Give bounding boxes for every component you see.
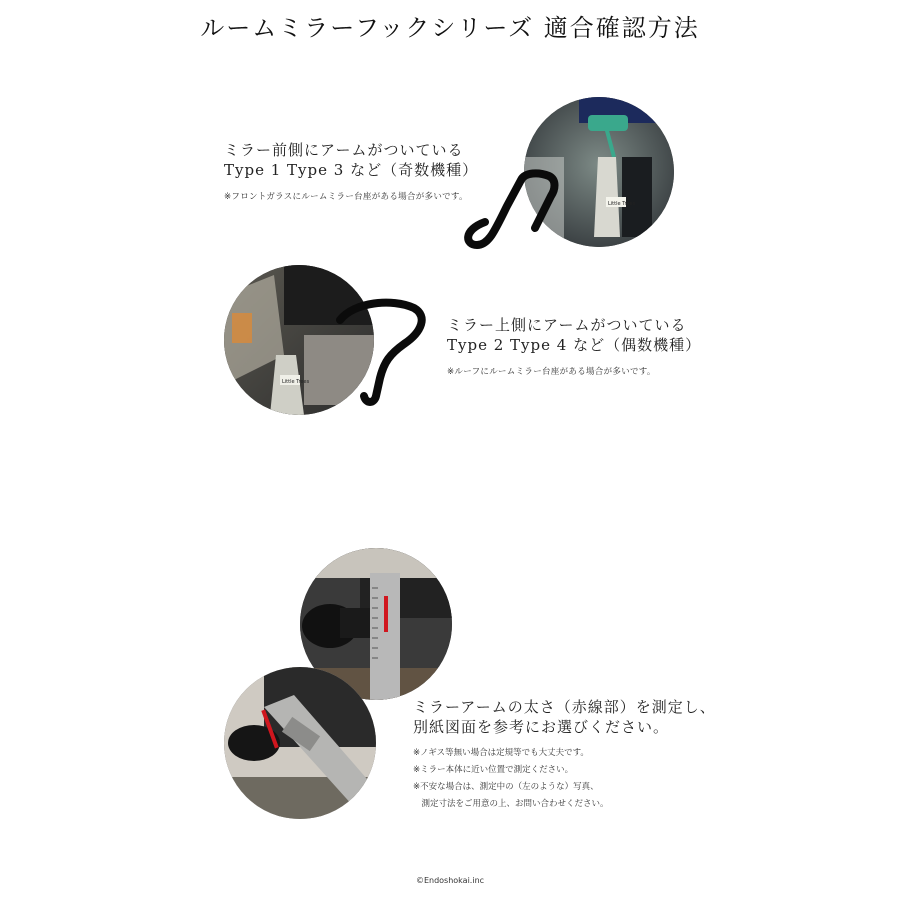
section3-line1: ミラーアームの太さ（赤線部）を測定し、 [413,698,716,716]
front-type-hook-icon [455,160,565,255]
section3-heading [413,697,716,737]
tag-text-2: Little Trees [282,379,310,385]
section2-line1: ミラー上側にアームがついている [447,316,687,334]
caliper-photo-2-illustration [224,667,376,819]
section3-note-3: ※不安な場合は、測定中の（左のような）写真、 [413,782,599,792]
section2-note: ※ルーフにルームミラー台座がある場合が多いです。 [447,367,656,377]
section2-heading [447,315,701,355]
section3-note-1: ※ノギス等無い場合は定規等でも大丈夫です。 [413,748,589,758]
page-title: ルームミラーフックシリーズ 適合確認方法 [200,14,700,42]
copyright: ©Endoshokai.inc [415,876,485,885]
section1-line1: ミラー前側にアームがついている [224,141,464,159]
section3-line2: 別紙図面を参考にお選びください。 [413,718,670,736]
section3-note-4: 測定寸法をご用意の上、お問い合わせください。 [413,799,609,809]
caliper-photo-2 [224,667,376,819]
section1-heading [224,140,478,180]
section3-notes [413,745,609,813]
section1-line2: Type 1 Type 3 など（奇数機種） [224,161,479,179]
section1-note: ※フロントガラスにルームミラー台座がある場合が多いです。 [224,192,468,202]
section2-line2: Type 2 Type 4 など（偶数機種） [447,336,702,354]
tag-text-1: Little Trees [608,201,636,207]
section3-note-2: ※ミラー本体に近い位置で測定ください。 [413,765,574,775]
top-type-hook-icon [332,292,432,412]
